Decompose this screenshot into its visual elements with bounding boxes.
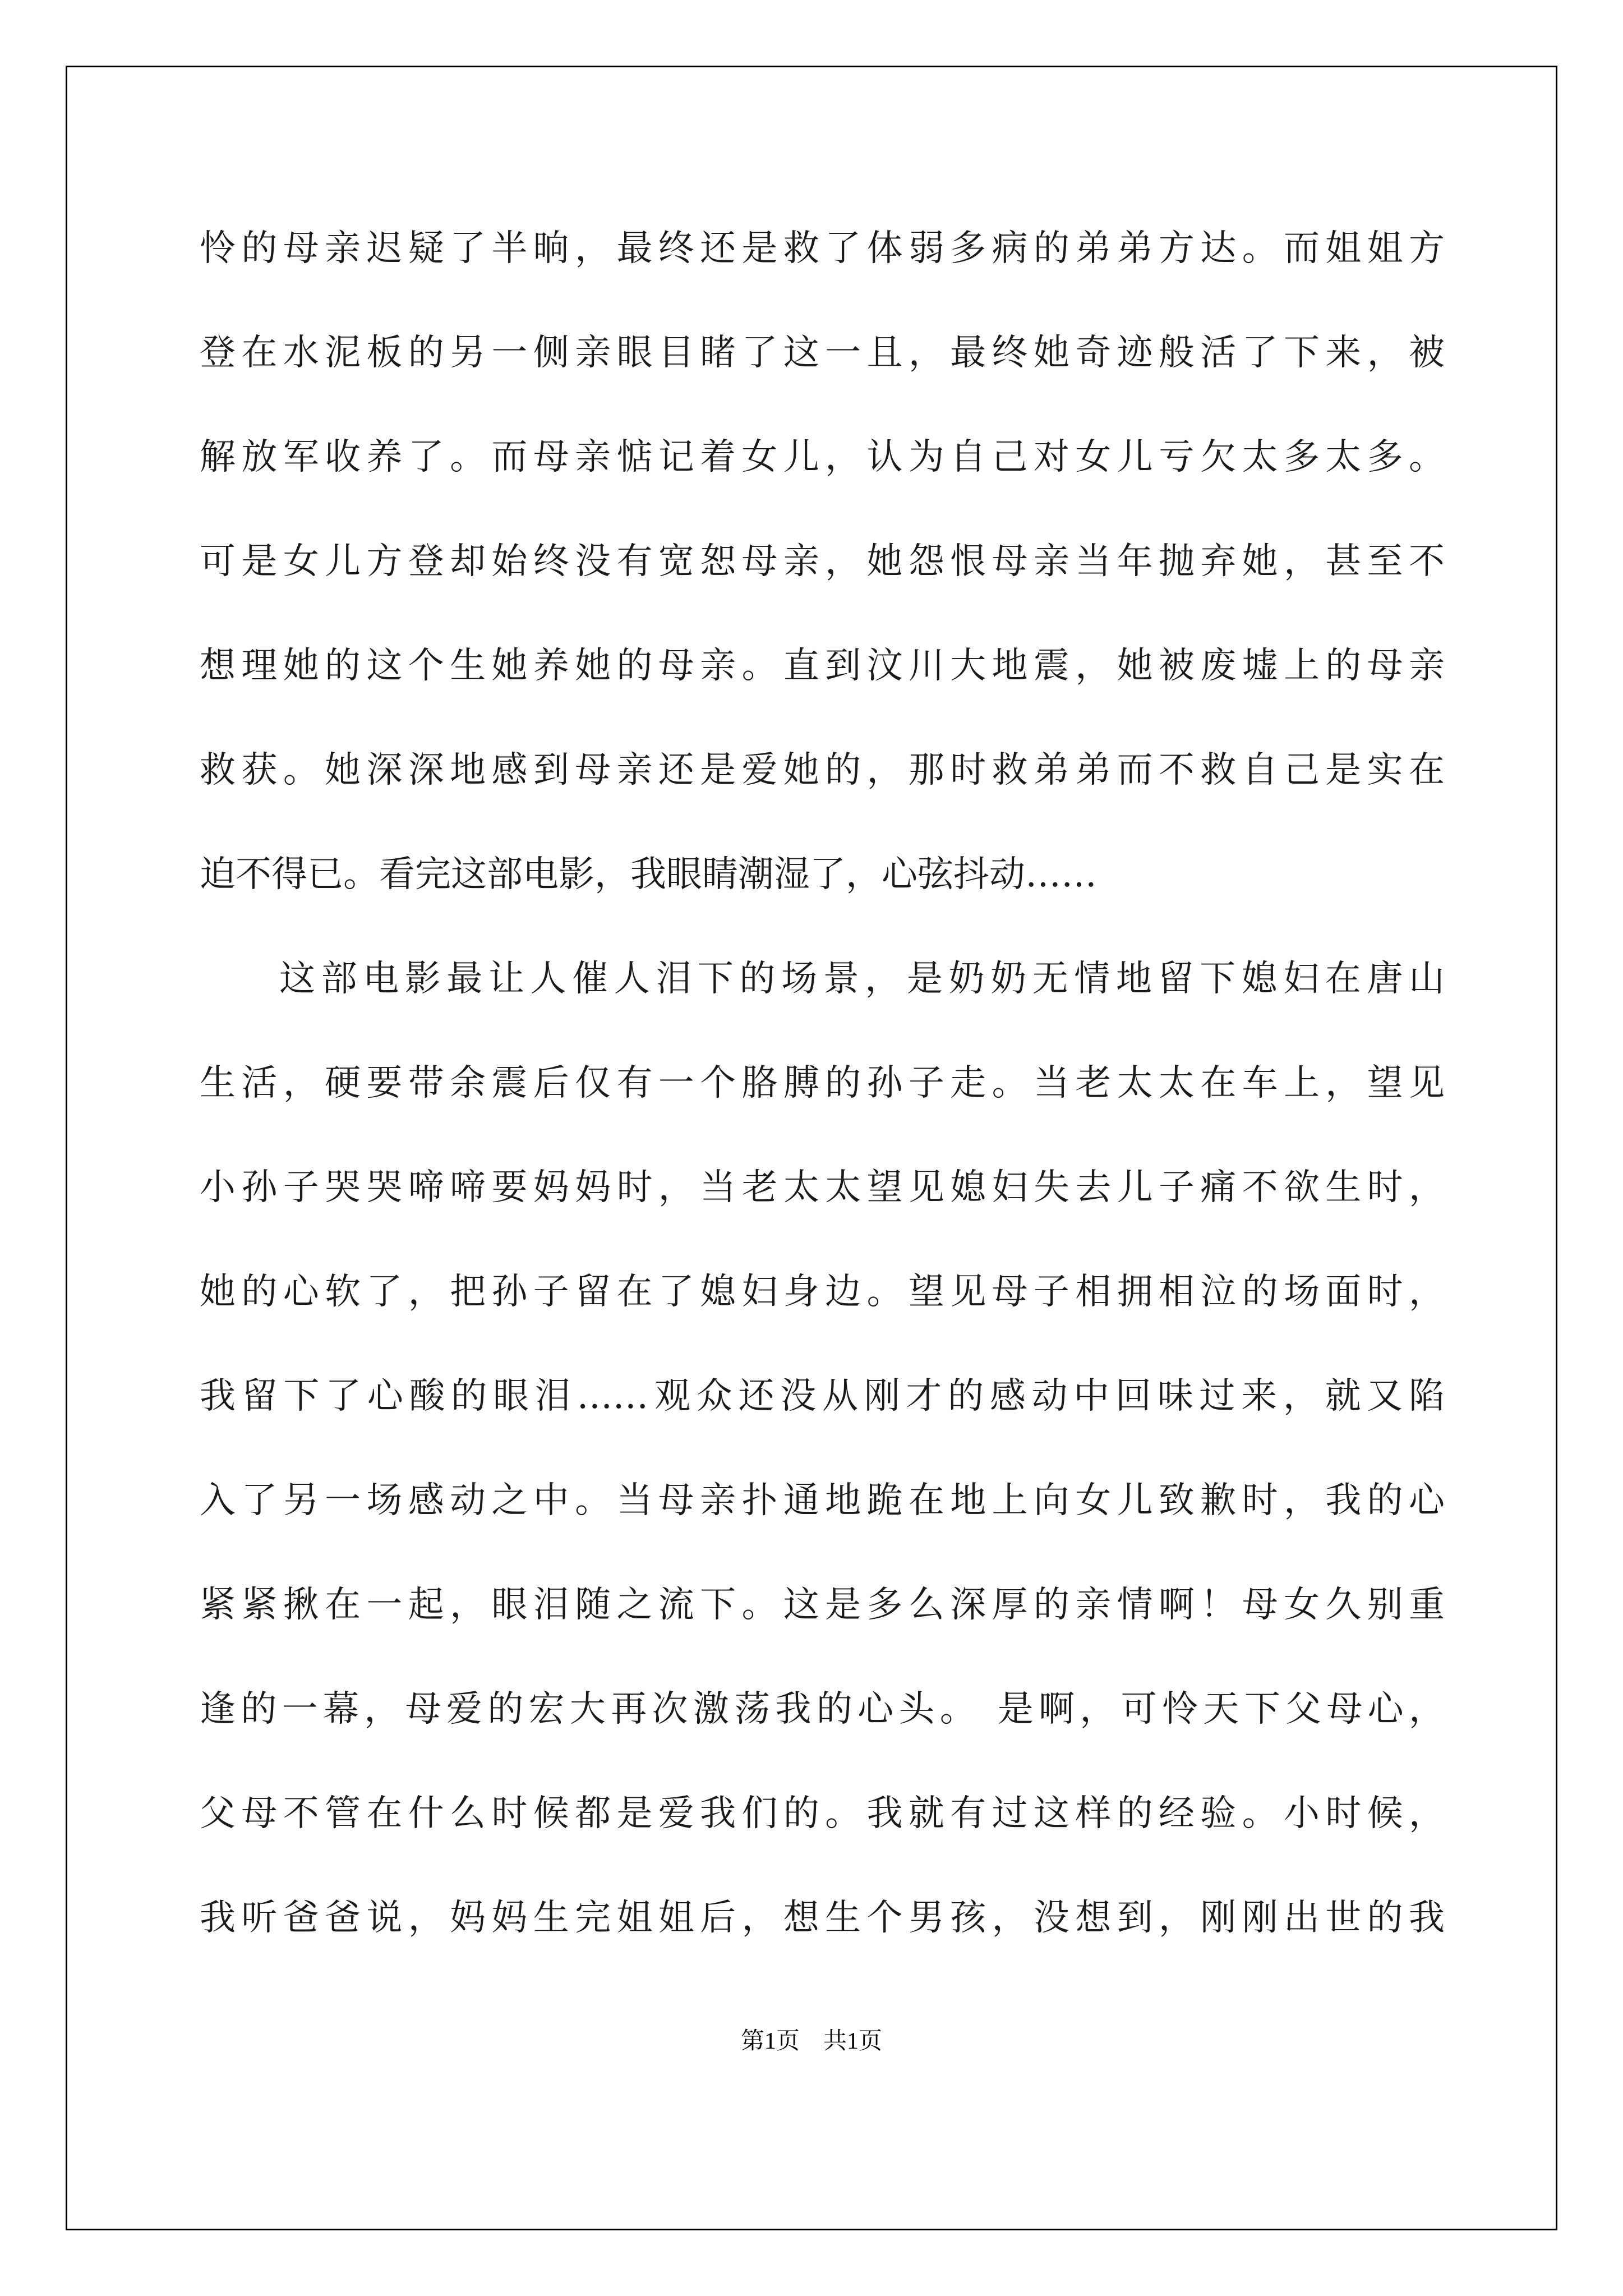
text-line: 想理她的这个生她养她的母亲。直到汶川大地震，她被废墟上的母亲 xyxy=(200,645,1445,687)
text-line: 解放军收养了。而母亲惦记着女儿，认为自己对女儿亏欠太多太多。 xyxy=(200,436,1445,478)
paragraph xyxy=(200,927,1445,1970)
text-line: 我留下了心酸的眼泪……观众还没从刚才的感动中回味过来，就又陷 xyxy=(200,1375,1445,1417)
text-line: 登在水泥板的另一侧亲眼目睹了这一且，最终她奇迹般活了下来，被 xyxy=(200,332,1445,374)
text-line: 父母不管在什么时候都是爱我们的。我就有过这样的经验。小时候， xyxy=(200,1793,1445,1834)
page-number-footer: 第1页 共1页 xyxy=(740,2028,882,2054)
text-line: 这部电影最让人催人泪下的场景，是奶奶无情地留下媳妇在唐山 xyxy=(279,958,1445,1000)
text-line: 紧紧揪在一起，眼泪随之流下。这是多么深厚的亲情啊！母女久别重 xyxy=(200,1584,1445,1626)
text-line: 我听爸爸说，妈妈生完姐姐后，想生个男孩，没想到，刚刚出世的我 xyxy=(200,1897,1445,1939)
text-line: 入了另一场感动之中。当母亲扑通地跪在地上向女儿致歉时，我的心 xyxy=(200,1480,1445,1521)
paragraph xyxy=(200,196,1445,927)
text-line: 逢的一幕，母爱的宏大再次激荡我的心头。 是啊，可怜天下父母心， xyxy=(200,1688,1445,1730)
text-line: 救获。她深深地感到母亲还是爱她的，那时救弟弟而不救自己是实在 xyxy=(200,749,1445,791)
text-line: 可是女儿方登却始终没有宽恕母亲，她怨恨母亲当年抛弃她，甚至不 xyxy=(200,541,1445,582)
text-line: 怜的母亲迟疑了半晌，最终还是救了体弱多病的弟弟方达。而姐姐方 xyxy=(200,228,1445,269)
text-line: 小孙子哭哭啼啼要妈妈时，当老太太望见媳妇失去儿子痛不欲生时， xyxy=(200,1167,1445,1208)
text-line: 生活，硬要带余震后仅有一个胳膊的孙子走。当老太太在车上，望见 xyxy=(200,1062,1445,1104)
text-line: 迫不得已。看完这部电影，我眼睛潮湿了，心弦抖动…… xyxy=(200,854,1097,895)
document-body xyxy=(200,196,1445,1970)
text-line: 她的心软了，把孙子留在了媳妇身边。望见母子相拥相泣的场面时， xyxy=(200,1271,1445,1313)
